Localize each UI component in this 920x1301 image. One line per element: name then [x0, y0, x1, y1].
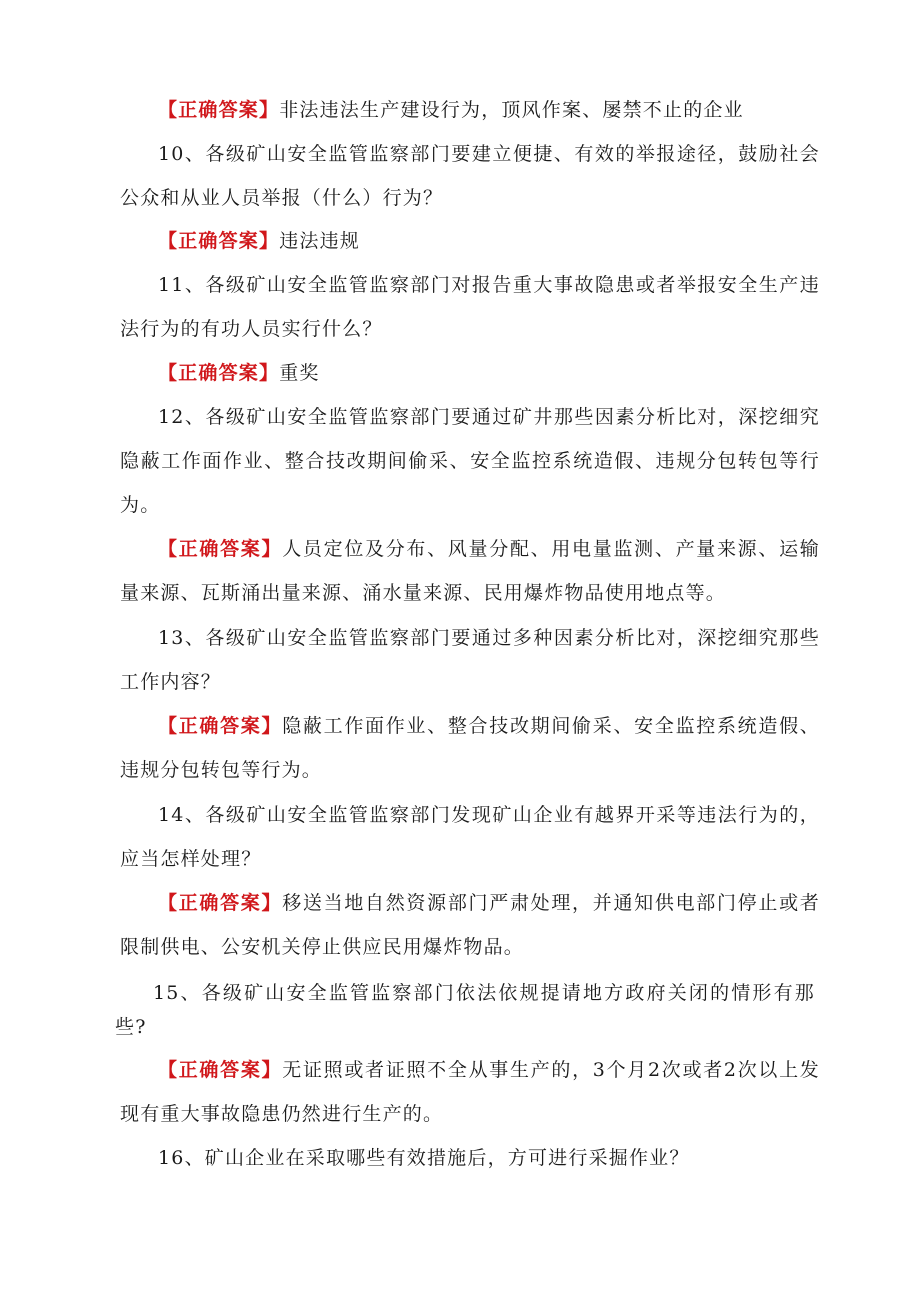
- answer-text: 无证照或者证照不全从事生产的，3个月2次或者2次以上发现有重大事故隐患仍然进行生产的。: [120, 1059, 821, 1125]
- answer-paragraph: [120, 219, 820, 263]
- answer-paragraph: [120, 351, 820, 395]
- question-paragraph: [120, 263, 820, 351]
- question-text: 10、各级矿山安全监管监察部门要建立便捷、有效的举报途径，鼓励社会公众和从业人员举报（什么）行为？: [120, 143, 820, 209]
- answer-paragraph: [120, 1048, 820, 1136]
- answer-label: 【正确答案】: [158, 99, 280, 121]
- answer-paragraph: [120, 527, 820, 615]
- question-paragraph: [120, 1136, 820, 1180]
- answer-label: 【正确答案】: [158, 1059, 283, 1081]
- answer-label: 【正确答案】: [158, 538, 283, 560]
- answer-text: 移送当地自然资源部门严肃处理，并通知供电部门停止或者限制供电、公安机关停止供应民用爆炸物品。: [120, 892, 820, 958]
- question-text: 14、各级矿山安全监管监察部门发现矿山企业有越界开采等违法行为的，应当怎样处理？: [120, 804, 820, 870]
- question-paragraph: [120, 395, 820, 527]
- answer-label: 【正确答案】: [158, 892, 283, 914]
- answer-text: 非法违法生产建设行为，顶风作案、屡禁不止的企业: [279, 99, 744, 121]
- question-text: 16、矿山企业在采取哪些有效措施后，方可进行采掘作业？: [158, 1147, 690, 1169]
- answer-label: 【正确答案】: [158, 362, 280, 384]
- question-text: 11、各级矿山安全监管监察部门对报告重大事故隐患或者举报安全生产违法行为的有功人员实行什么？: [120, 274, 820, 340]
- answer-text: 隐蔽工作面作业、整合技改期间偷采、安全监控系统造假、违规分包转包等行为。: [120, 715, 820, 781]
- question-paragraph: [120, 616, 820, 704]
- question-text: 12、各级矿山安全监管监察部门要通过矿井那些因素分析比对，深挖细究隐蔽工作面作业、整合技改期间偷采、安全监控系统造假、违规分包转包等行为。: [120, 406, 820, 516]
- answer-label: 【正确答案】: [158, 715, 283, 737]
- answer-paragraph: [120, 704, 820, 792]
- answer-text: 违法违规: [279, 230, 361, 252]
- question-paragraph: [120, 132, 820, 220]
- question-paragraph: [115, 976, 815, 1044]
- answer-label: 【正确答案】: [158, 230, 280, 252]
- answer-paragraph: [120, 881, 820, 969]
- question-text: 15、各级矿山安全监管监察部门依法依规提请地方政府关闭的情形有那些?: [115, 982, 815, 1038]
- question-paragraph: [120, 793, 820, 881]
- answer-paragraph: [120, 88, 820, 132]
- question-text: 13、各级矿山安全监管监察部门要通过多种因素分析比对，深挖细究那些工作内容？: [120, 627, 820, 693]
- answer-text: 重奖: [279, 362, 320, 384]
- answer-text: 人员定位及分布、风量分配、用电量监测、产量来源、运输量来源、瓦斯涌出量来源、涌水量来源、民用爆炸物品使用地点等。: [120, 538, 820, 604]
